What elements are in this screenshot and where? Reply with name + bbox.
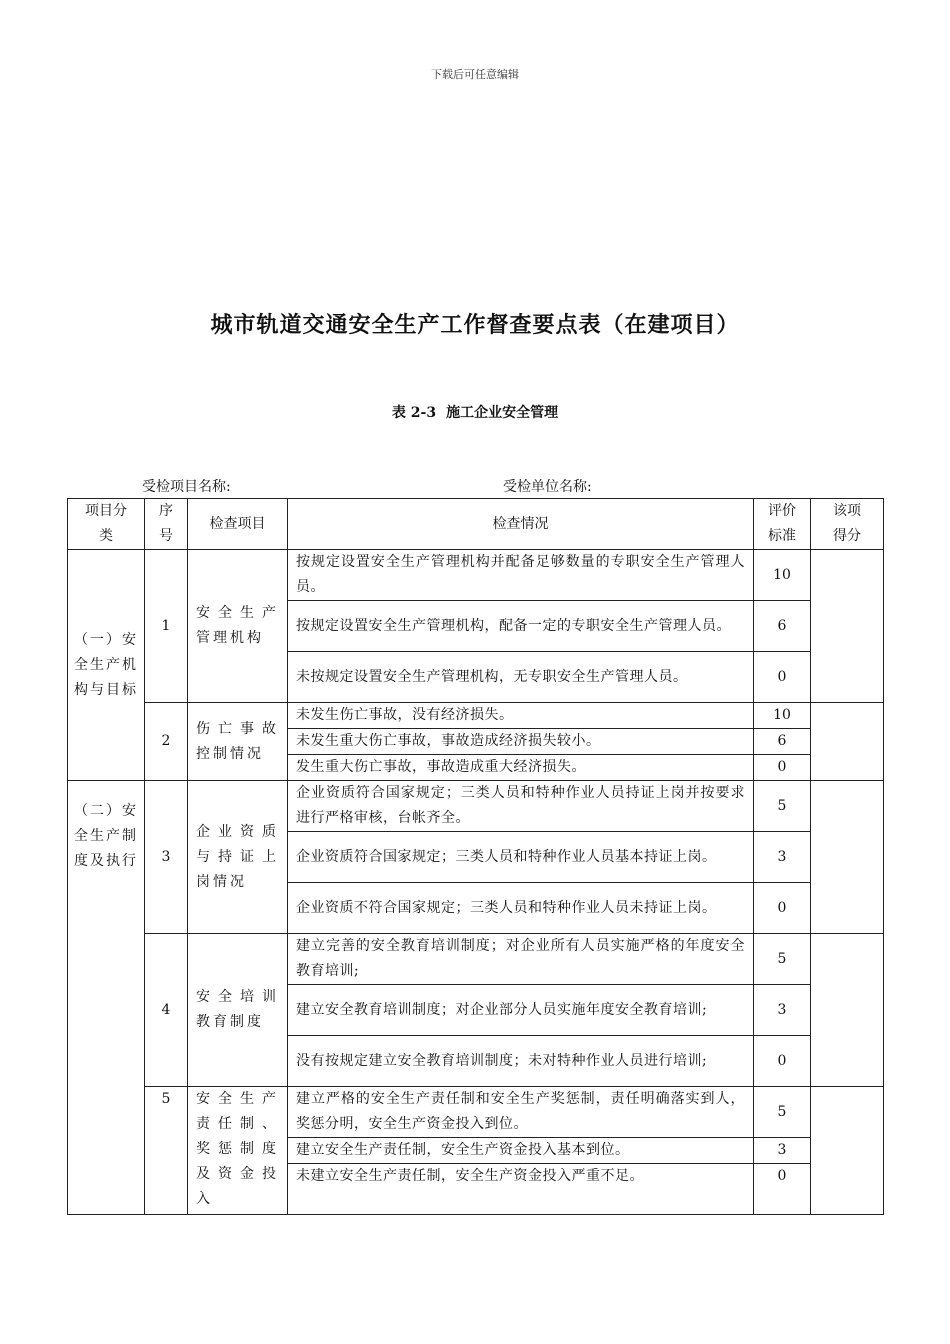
table-caption: [0, 402, 950, 422]
header-no: 序号: [145, 499, 188, 550]
standard-score: 5: [754, 934, 811, 985]
header-note: 下载后可任意编辑: [431, 68, 519, 81]
situation-text: 企业资质不符合国家规定；三类人员和特种作业人员未持证上岗。: [288, 883, 754, 934]
situation-text: 企业资质符合国家规定；三类人员和特种作业人员持证上岗并按要求进行严格审核，台帐齐全。: [288, 781, 754, 832]
inspection-table: [67, 498, 884, 1215]
situation-text: 建立安全教育培训制度；对企业部分人员实施年度安全教育培训;: [288, 985, 754, 1036]
standard-score: 3: [754, 832, 811, 883]
situation-text: 未发生重大伤亡事故，事故造成经济损失较小。: [288, 729, 754, 755]
standard-score: 5: [754, 781, 811, 832]
standard-score: 0: [754, 1036, 811, 1087]
table-name: 施工企业安全管理: [446, 405, 559, 421]
table-row: [68, 1087, 884, 1138]
situation-text: 没有按规定建立安全教育培训制度；未对特种作业人员进行培训;: [288, 1036, 754, 1087]
header-standard: 评价标准: [754, 499, 811, 550]
table-row: [68, 934, 884, 985]
situation-text: 建立严格的安全生产责任制和安全生产奖惩制，责任明确落实到人，奖惩分明，安全生产资金投入到位。: [288, 1087, 754, 1138]
item-name: 安全生产责任制、奖惩制度及资金投入: [188, 1087, 288, 1215]
header-category: 项目分类: [68, 499, 145, 550]
item-name: 安全生产管理机构: [188, 550, 288, 703]
situation-text: 按规定设置安全生产管理机构，配备一定的专职安全生产管理人员。: [288, 601, 754, 652]
situation-text: 未建立安全生产责任制，安全生产资金投入严重不足。: [288, 1164, 754, 1215]
situation-text: 建立完善的安全教育培训制度；对企业所有人员实施严格的年度安全教育培训;: [288, 934, 754, 985]
standard-score: 10: [754, 703, 811, 729]
header-situation: 检查情况: [288, 499, 754, 550]
item-no: 3: [145, 781, 188, 934]
table-row: [68, 781, 884, 832]
score-cell[interactable]: [811, 550, 884, 703]
situation-text: 发生重大伤亡事故，事故造成重大经济损失。: [288, 755, 754, 781]
item-no: 5: [145, 1087, 188, 1215]
score-cell[interactable]: [811, 1087, 884, 1215]
category-1: （一）安全生产机构与目标: [68, 550, 145, 781]
item-name: 伤亡事故控制情况: [188, 703, 288, 781]
score-cell[interactable]: [811, 934, 884, 1087]
situation-text: 企业资质符合国家规定；三类人员和特种作业人员基本持证上岗。: [288, 832, 754, 883]
item-no: 4: [145, 934, 188, 1087]
standard-score: 0: [754, 1164, 811, 1215]
situation-text: 按规定设置安全生产管理机构并配备足够数量的专职安全生产管理人员。: [288, 550, 754, 601]
standard-score: 10: [754, 550, 811, 601]
standard-score: 5: [754, 1087, 811, 1138]
table-header-row: [68, 499, 884, 550]
standard-score: 0: [754, 883, 811, 934]
project-name-label: 受检项目名称:: [142, 479, 231, 495]
score-cell[interactable]: [811, 703, 884, 781]
table-number: 表 2-3: [391, 405, 437, 421]
standard-score: 0: [754, 755, 811, 781]
situation-text: 建立安全生产责任制，安全生产资金投入基本到位。: [288, 1138, 754, 1164]
standard-score: 6: [754, 601, 811, 652]
table-row: [68, 703, 884, 729]
item-name: 安全培训教育制度: [188, 934, 288, 1087]
standard-score: 3: [754, 985, 811, 1036]
header-score: 该项得分: [811, 499, 884, 550]
standard-score: 3: [754, 1138, 811, 1164]
header-item: 检查项目: [188, 499, 288, 550]
table-row: [68, 550, 884, 601]
item-no: 1: [145, 550, 188, 703]
item-name: 企业资质与持证上岗情况: [188, 781, 288, 934]
item-no: 2: [145, 703, 188, 781]
category-2: （二）安全生产制度及执行: [68, 781, 145, 1215]
standard-score: 6: [754, 729, 811, 755]
situation-text: 未发生伤亡事故，没有经济损失。: [288, 703, 754, 729]
document-title: 城市轨道交通安全生产工作督查要点表（在建项目）: [210, 313, 740, 338]
situation-text: 未按规定设置安全生产管理机构，无专职安全生产管理人员。: [288, 652, 754, 703]
unit-name-label: 受检单位名称:: [503, 479, 592, 495]
standard-score: 0: [754, 652, 811, 703]
score-cell[interactable]: [811, 781, 884, 934]
